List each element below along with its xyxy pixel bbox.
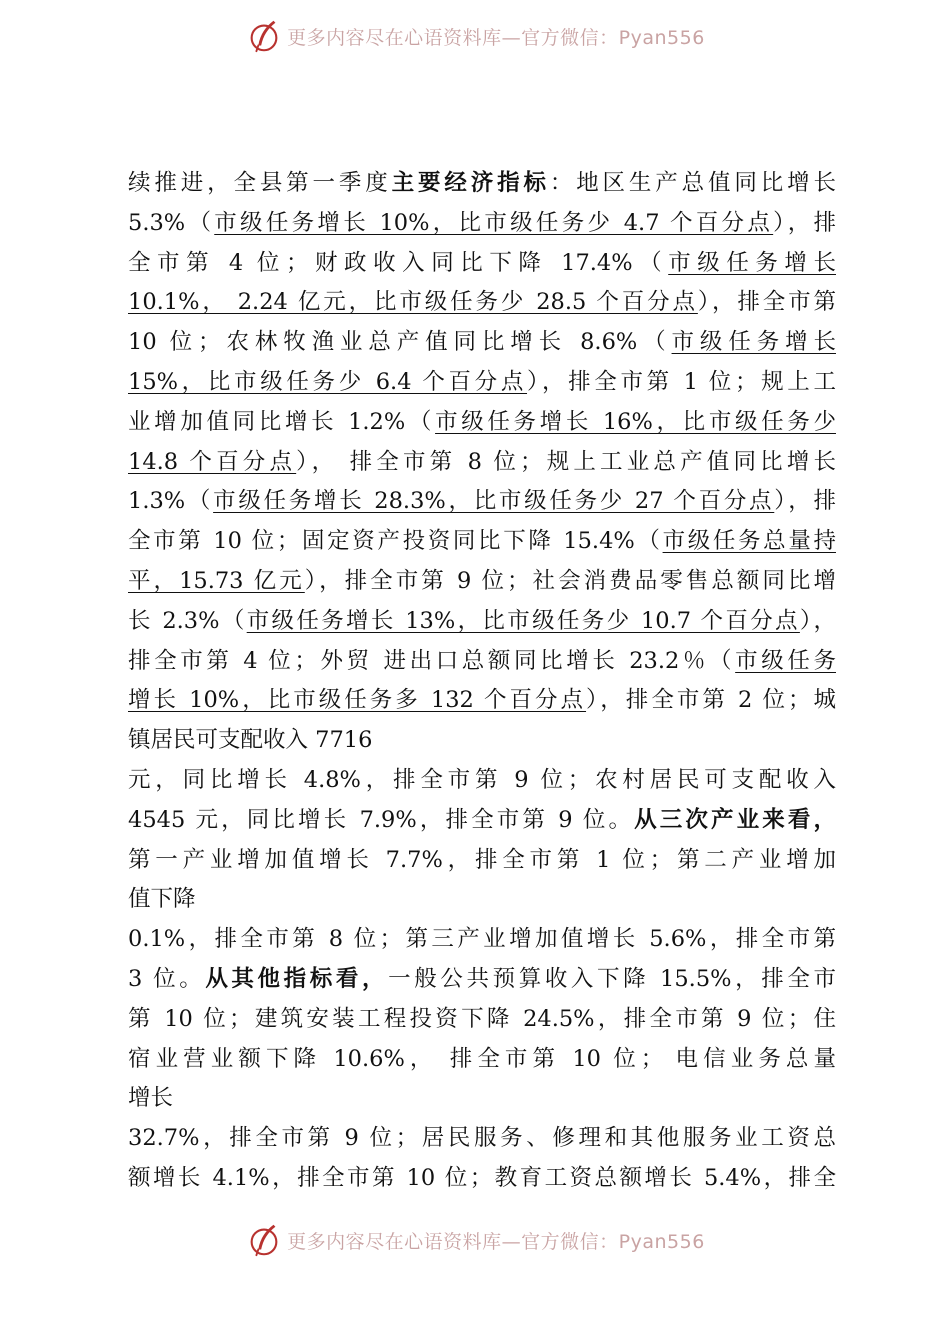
body-text: 4545 元，同比增长 7.9%，排全市第 9 位。: [128, 806, 635, 833]
body-text: 1.3%（: [128, 488, 214, 515]
body-text: 排全市第 4 位；外贸 进出口总额同比增长 23.2％（: [128, 647, 736, 674]
body-text: 宿业营业额下降 10.6%， 排全市第 10 位； 电信业务总量: [128, 1045, 836, 1072]
body-text: 一般公共预算收入下降 15.5%，排全市: [388, 965, 836, 992]
body-text: 5.3%（: [128, 209, 215, 236]
body-text: 0.1%，排全市第 8 位；第三产业增加值增长 5.6%，排全市第: [128, 926, 836, 953]
body-text: 业增加值同比增长 1.2%（: [128, 408, 436, 435]
body-text: 续推进，全县第一季度: [128, 170, 392, 196]
text-line: [128, 403, 836, 443]
text-line: [128, 642, 836, 682]
body-text: ），排全市第 1 位；规上工: [527, 368, 836, 395]
text-line: [128, 1159, 836, 1199]
quill-logo-icon: [245, 1221, 283, 1259]
text-line: [128, 960, 836, 1000]
banner-text: [287, 23, 705, 50]
text-line: [128, 880, 836, 920]
text-line: [128, 562, 836, 602]
text-line: [128, 1079, 836, 1119]
underlined-text: 15%，比市级任务少 6.4 个百分点: [128, 368, 528, 395]
text-line: [128, 1119, 836, 1159]
body-text: 镇居民可支配收入 7716: [128, 727, 373, 754]
underlined-text: 市级任务增长 10%，比市级任务少 4.7 个百分点: [214, 209, 774, 236]
footer-banner: [0, 1218, 950, 1262]
body-text: 第 10 位；建筑安装工程投资下降 24.5%，排全市第 9 位；住: [128, 1005, 836, 1032]
text-line: [128, 323, 836, 363]
banner-text: [287, 1227, 705, 1254]
underlined-text: 市级任务总量持: [662, 528, 836, 555]
banner-wechat-id: Pyan556: [618, 26, 705, 49]
text-line: [128, 1000, 836, 1040]
body-text: ），排全市第 2 位；城: [586, 687, 836, 714]
text-line: [128, 920, 836, 960]
text-line: [128, 1040, 836, 1080]
text-line: [128, 283, 836, 323]
underlined-text: 市级任务增长 13%，比市级任务少 10.7 个百分点: [246, 607, 800, 634]
body-text: ），排全市第 9 位；社会消费品零售总额同比增: [304, 567, 836, 594]
underlined-text: 市级任务增长 28.3%，比市级任务少 27 个百分点: [213, 488, 775, 515]
underlined-text: 10.1%， 2.24 亿元，比市级任务少 28.5 个百分点: [128, 289, 698, 316]
text-line: [128, 204, 836, 244]
text-line: [128, 244, 836, 284]
text-line: [128, 801, 836, 841]
body-text: 长 2.3%（: [128, 607, 247, 634]
body-text: 元，同比增长 4.8%，排全市第 9 位；农村居民可支配收入: [128, 766, 836, 793]
text-line: [128, 841, 836, 881]
body-text: ）， 排全市第 8 位；规上工业总产值同比增长: [296, 448, 837, 475]
underlined-text: 14.8 个百分点: [128, 448, 297, 475]
body-text: ），排: [774, 488, 836, 515]
banner-main-text: 更多内容尽在心语资料库—官方微信：: [287, 1230, 619, 1253]
body-text: 第一产业增加值增长 7.7%，排全市第 1 位；第二产业增加: [128, 846, 836, 873]
body-text: 32.7%，排全市第 9 位；居民服务、修理和其他服务业工资总: [128, 1125, 836, 1152]
body-text: 额增长 4.1%，排全市第 10 位；教育工资总额增长 5.4%，排全: [128, 1164, 836, 1191]
text-line: [128, 721, 836, 761]
body-text: ），: [799, 607, 836, 634]
quill-logo-icon: [245, 17, 283, 55]
body-text: ：地区生产总值同比增长: [549, 170, 836, 196]
body-text: ），排全市第: [697, 289, 836, 316]
text-line: [128, 761, 836, 801]
text-line: [128, 164, 836, 204]
text-line: [128, 522, 836, 562]
underlined-text: 市级任务增长 16%，比市级任务少: [435, 408, 836, 435]
text-line: [128, 602, 836, 642]
underlined-text: 增长 10%，比市级任务多 132 个百分点: [128, 687, 587, 714]
banner-wechat-id: Pyan556: [618, 1230, 705, 1253]
underlined-text: 平，15.73 亿元: [128, 567, 305, 594]
text-line: [128, 363, 836, 403]
bold-heading-text: 从其他指标看，: [205, 965, 389, 992]
body-text: 3 位。: [128, 965, 206, 992]
underlined-text: 市级任务增长: [668, 249, 836, 276]
body-text: 值下降: [128, 886, 196, 913]
banner-main-text: 更多内容尽在心语资料库—官方微信：: [287, 26, 619, 49]
text-line: [128, 443, 836, 483]
body-text: 全市第 10 位；固定资产投资同比下降 15.4%（: [128, 528, 663, 555]
document-body: [128, 164, 836, 1199]
bold-heading-text: 主要经济指标: [391, 170, 550, 196]
bold-heading-text: 从三次产业来看，: [634, 806, 836, 833]
text-line: [128, 681, 836, 721]
underlined-text: 市级任务增长: [671, 329, 836, 356]
text-line: [128, 482, 836, 522]
header-banner: [0, 14, 950, 58]
body-text: ），排: [773, 209, 836, 236]
body-text: 增长: [128, 1085, 174, 1112]
body-text: 10 位；农林牧渔业总产值同比增长 8.6%（: [128, 329, 672, 356]
body-text: 全市第 4 位；财政收入同比下降 17.4%（: [128, 249, 669, 276]
underlined-text: 市级任务: [735, 647, 836, 674]
